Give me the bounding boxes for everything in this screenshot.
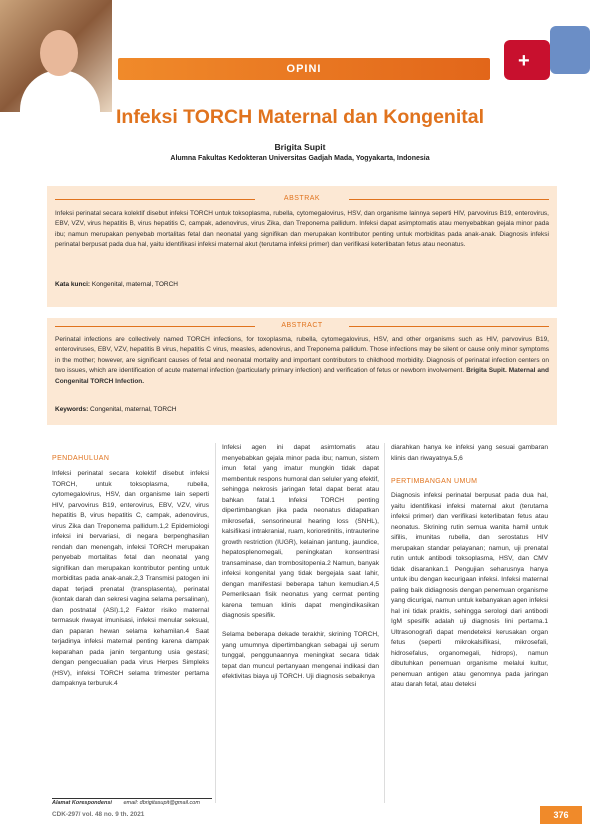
header-photo-mother-baby: [0, 0, 112, 112]
correspondence-email[interactable]: email: dbrigitasupit@gmail.com: [123, 800, 200, 806]
correspondence: [52, 800, 200, 806]
abstract-text: [55, 335, 549, 387]
header-photo-medical-kit: +: [496, 0, 600, 112]
body-column-3-paragraph: Diagnosis infeksi perinatal berpusat pada dua hal, yaitu identifikasi infeksi maternal akut (terutama infeksi primer) dan verifikasi keterlibatan fetus atau neonatus. Skrining rutin semua wanita hamil untuk sifilis, imunitas rubella, dan serostatus HIV merupakan standar pelayanan; namun, uji prenatal rutin untuk antibodi toksoplasma, HSV, dan CMV tidak disarankan.1 Pengujian seharusnya hanya untuk ibu dengan kecurigaan infeksi. Infeksi maternal paling baik didiagnosis dengan penemuan organisme yang dicurigai, namun untuk kebanyakan agen infeksi hal ini tidak praktis, sehingga serologi dari antibodi IgM spesifik adalah uji diagnosis lini pertama.1 Ultrasonografi dapat mendeteksi kerusakan organ fetus (seperti mikrokalsifikasi, mikrosefali, hidrosefalus, organomegali, hidrops), namun dibutuhkan penemuan organisme melalui kultur, penemuan antigen atau genomnya pada jaringan atau darah fetal, atau deteksi: [391, 492, 548, 688]
body-column-2: Infeksi agen ini dapat asimtomatis atau menyebabkan gejala minor pada ibu; namun, sistem imun fetal yang imatur mungkin tidak dapat membentuk respons humoral dan seluler yang efektif, sehingga nekrosis jaringan fetal dapat berat atau bahkan fatal.1 Infeksi TORCH penting dipertimbangkan jika pada neonatus didapatkan mikrosefali, sensorineural hearing loss (SNHL), kalsifikasi intrakranial, ruam, korioretinitis, intrauterine growth restriction (IUGR), kelainan jantung, jaundice, hepatosplenomegali, peningkatan konsentrasi transaminase, dan trombositopenia.2 Namun, banyak infeksi kongenital yang tidak bergejala saat lahir, dengan manifestasi beberapa tahun kemudian.4,5 Pemeriksaan fisik neonatus yang cermat penting karena temuan klinis dapat mengindikasikan diagnosis spesifik.: [222, 444, 379, 619]
abstrak-box: [47, 186, 557, 307]
abstract-heading: ABSTRACT: [281, 322, 323, 329]
abstract-keywords: [55, 406, 549, 413]
page-title: Infeksi TORCH Maternal dan Kongenital: [115, 106, 485, 128]
keywords-value: Kongenital, maternal, TORCH: [90, 281, 178, 288]
correspondence-label: Alamat Korespondensi: [52, 800, 112, 806]
section-heading-pertimbangan: PERTIMBANGAN UMUM: [391, 478, 478, 485]
author-name: Brigita Supit: [274, 142, 326, 152]
section-label: OPINI: [286, 63, 322, 75]
abstract-body: Perinatal infections are collectively named TORCH infections, for toxoplasma, rubella, cytomegalovirus, HSV, and other organisms such as HIV, parvovirus B19, enteroviruses, EBV, VZV, hepatitis B virus, hepatitis C virus, measles, adenovirus, and Treponema pallidum. Those infections may be silent or cause only minor symptoms in the mother; however, are significant causes of fetal and neonatal mortality and important contributors to childhood morbidity. Diagnosis of perinatal infection centers on two issues, which are identification of acute maternal infection (particularly primary infection) and verification of fetus or newborn involvement.: [55, 336, 549, 375]
body-column-1: Infeksi perinatal secara kolektif disebut infeksi TORCH, untuk toksoplasma, rubella, cytomegalovirus, HSV, dan organisme lain seperti HIV, parvovirus B19, enterovirus, EBV, VZV, virus hepatitis B, virus hepatitis C, campak, adenovirus, virus Zika dan Treponema pallidum.1,2 Epidemiologi infeksi ini bervariasi, di negara berpenghasilan rendah dan menengah, infeksi TORCH merupakan penyebab mortalitas fetal dan neonatal yang signifikan dan merupakan kontributor penting untuk morbiditas pada anak-anak.2,3 Transmisi patogen ini dapat terjadi prenatal (transplasenta), perinatal (kontak darah dan sekresi vagina selama persalinan), dan postnatal (ASI).1,2 Faktor risiko maternal termasuk riwayat imunisasi, infeksi menular seksual, dan paparan hewan selama kehamilan.4 Saat terjadinya infeksi maternal penting karena dampak keparahan pada janin tergantung usia gestasi; dengan pengecualian pada virus Herpes Simpleks (HSV), infeksi TORCH selama trimester pertama dampaknya terburuk.4: [52, 470, 209, 687]
abstrak-text: Infeksi perinatal secara kolektif disebut infeksi TORCH untuk toksoplasma, rubella, cytomegalovirus, HSV, dan organisme lainnya seperti HIV, parvovirus B19, enterovirus, EBV, VZV, virus hepatitis B, virus hepatitis C, campak, adenovirus, virus Zika, dan Treponema pallidum. Infeksi dapat asimptomatis atau menyebabkan gejala minor pada ibu; namun merupakan penyebab mortalitas fetal dan neonatal yang signifikan dan merupakan kontributor penting untuk morbiditas pada anak-anak. Diagnosis infeksi perinatal berpusat pada dua hal, yaitu identifikasi infeksi maternal akut (terutama infeksi primer) dan verifikasi keterlibatan fetus atau neonatus.: [55, 210, 549, 249]
journal-info: CDK-297/ vol. 48 no. 9 th. 2021: [52, 811, 145, 818]
abstract-citation: Brigita Supit. Maternal and Congenital TORCH Infection.: [55, 367, 549, 385]
page-number: 376: [553, 810, 569, 820]
abstrak-keywords: [55, 281, 549, 288]
keywords-value: Congenital, maternal, TORCH: [88, 406, 177, 413]
body-column-3: diarahkan hanya ke infeksi yang sesuai gambaran klinis dan riwayatnya.5,6: [391, 444, 548, 462]
column-divider: [384, 443, 385, 803]
column-divider: [215, 443, 216, 803]
keywords-label: Keywords:: [55, 406, 89, 413]
divider: [52, 798, 212, 799]
abstrak-heading: ABSTRAK: [283, 195, 321, 202]
author-affiliation: Alumna Fakultas Kedokteran Universitas Gadjah Mada, Yogyakarta, Indonesia: [170, 155, 430, 162]
abstract-box: [47, 318, 557, 425]
body-column-2-paragraph: Selama beberapa dekade terakhir, skrining TORCH, yang umumnya dipertimbangkan sebagai uji serum tunggal, penggunaannya meningkat secara tidak tepat dan muncul pertanyaan mengenai indikasi dan efektivitas biaya uji TORCH. Uji diagnosis sebaiknya: [222, 631, 379, 680]
keywords-label: Kata kunci:: [55, 281, 91, 288]
section-heading-pendahuluan: PENDAHULUAN: [52, 455, 110, 462]
